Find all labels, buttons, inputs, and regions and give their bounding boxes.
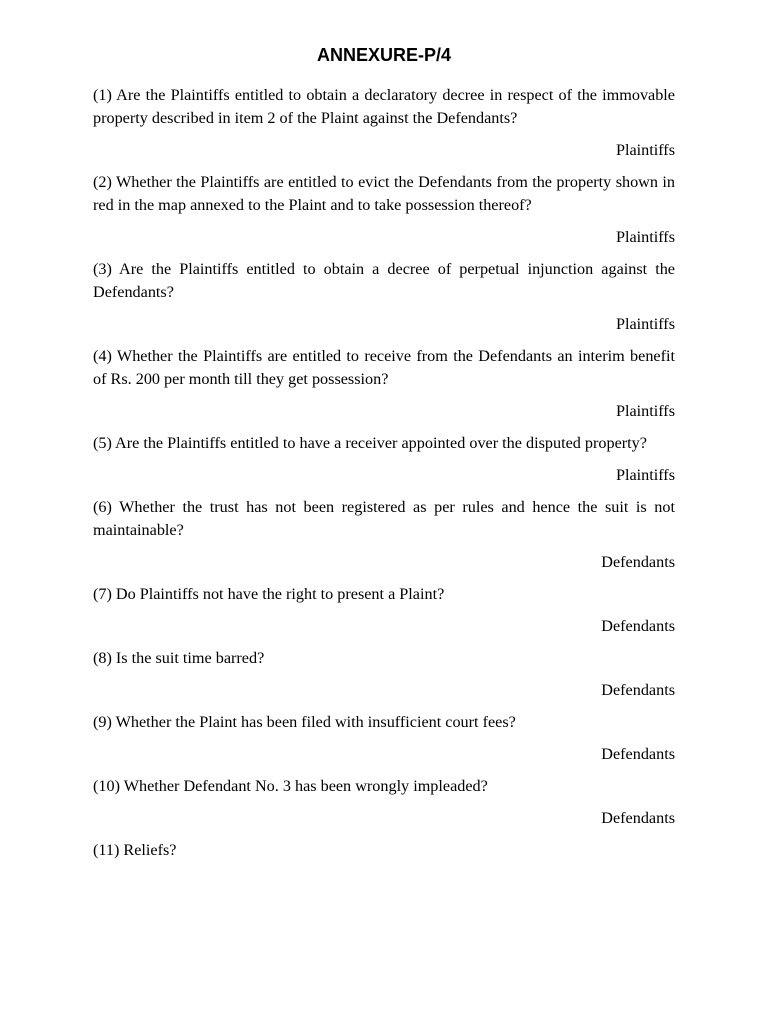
issue-onus: Plaintiffs xyxy=(615,141,675,159)
issue-item xyxy=(93,345,675,423)
issue-text: (6) Whether the trust has not been registered as per rules and hence the suit is not maintainable? xyxy=(93,498,675,539)
issue-onus: Defendants xyxy=(601,681,675,699)
issue-onus: Plaintiffs xyxy=(615,402,675,420)
issue-onus: Plaintiffs xyxy=(615,228,675,246)
issue-item xyxy=(93,647,675,702)
issue-text: (11) Reliefs? xyxy=(93,841,177,859)
issue-item xyxy=(93,84,675,162)
issue-item xyxy=(93,496,675,574)
issue-item xyxy=(93,775,675,830)
issue-onus: Defendants xyxy=(601,617,675,635)
issue-item xyxy=(93,583,675,638)
issue-item xyxy=(93,839,675,862)
issue-onus: Defendants xyxy=(601,809,675,827)
issue-text: (4) Whether the Plaintiffs are entitled to receive from the Defendants an interim benefit of Rs. 200 per month till they get possession? xyxy=(93,347,675,388)
issue-item xyxy=(93,432,675,487)
issue-item xyxy=(93,258,675,336)
issue-text: (8) Is the suit time barred? xyxy=(93,649,265,667)
issue-onus: Defendants xyxy=(601,745,675,763)
issue-text: (2) Whether the Plaintiffs are entitled to evict the Defendants from the property shown in red in the map annexed to the Plaint and to take possession thereof? xyxy=(93,173,675,214)
issue-text: (1) Are the Plaintiffs entitled to obtain a declaratory decree in respect of the immovable property described in item 2 of the Plaint against the Defendants? xyxy=(93,86,675,127)
issue-text: (5) Are the Plaintiffs entitled to have a receiver appointed over the disputed property? xyxy=(93,434,647,452)
issue-text: (7) Do Plaintiffs not have the right to present a Plaint? xyxy=(93,585,445,603)
page-title: ANNEXURE-P/4 xyxy=(316,45,452,65)
issues-list xyxy=(93,84,675,862)
issue-text: (10) Whether Defendant No. 3 has been wrongly impleaded? xyxy=(93,777,488,795)
issue-text: (9) Whether the Plaint has been filed with insufficient court fees? xyxy=(93,713,516,731)
issue-onus: Plaintiffs xyxy=(615,466,675,484)
issue-onus: Plaintiffs xyxy=(615,315,675,333)
issue-item xyxy=(93,171,675,249)
issue-item xyxy=(93,711,675,766)
issue-onus: Defendants xyxy=(601,553,675,571)
issue-text: (3) Are the Plaintiffs entitled to obtain a decree of perpetual injunction against the Defendants? xyxy=(93,260,675,301)
